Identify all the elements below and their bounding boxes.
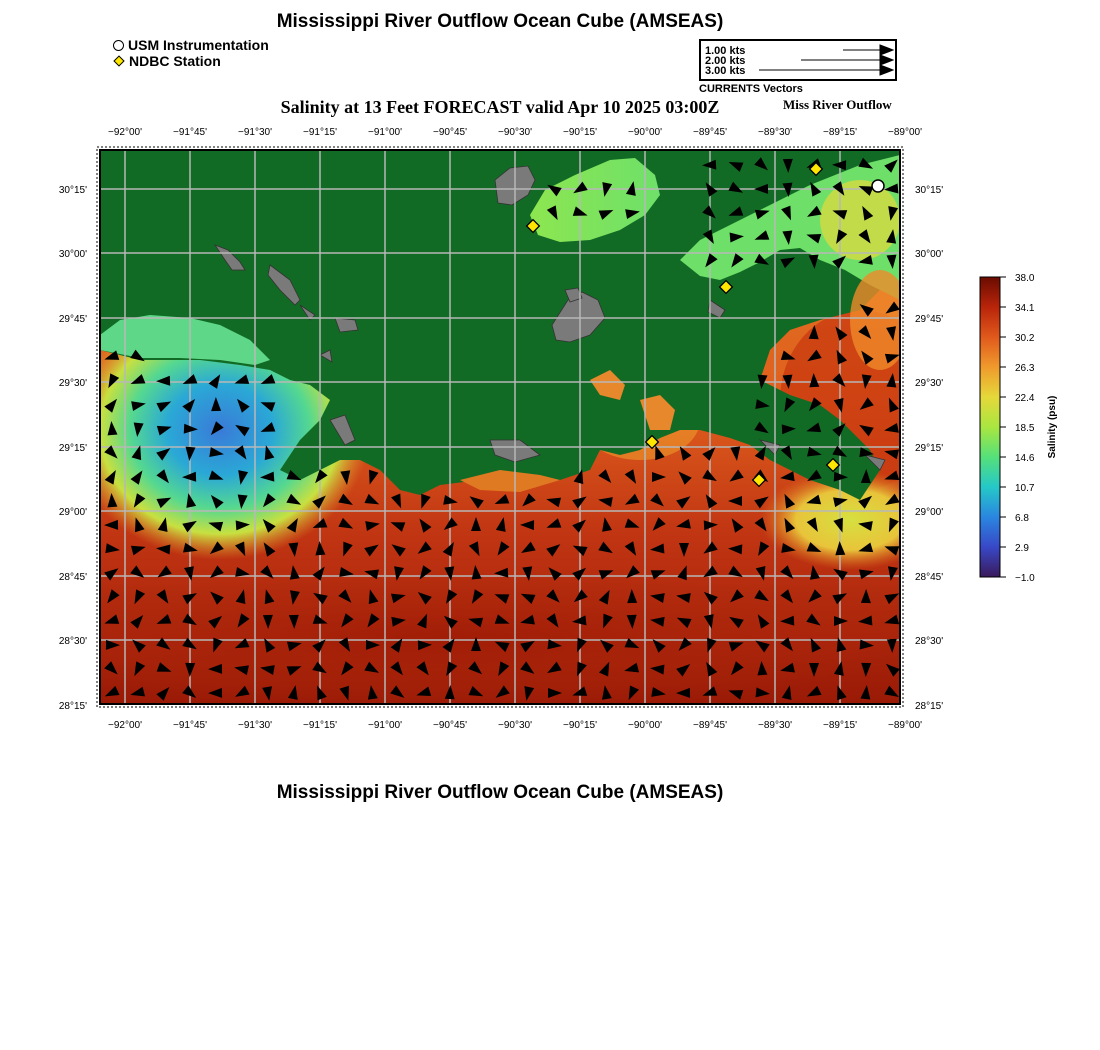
longitude-tick-label: −91°45' <box>173 720 207 731</box>
vector-row-1: 1.00 kts <box>705 45 746 57</box>
colorbar-tick-label: 6.8 <box>1015 513 1029 524</box>
latitude-tick-label: 29°00' <box>58 507 87 518</box>
vector-legend-caption: CURRENTS Vectors <box>699 83 803 95</box>
latitude-tick-label: 29°00' <box>915 507 944 518</box>
vector-scale-arrows <box>759 45 893 75</box>
legend-usm-label: USM Instrumentation <box>128 37 269 53</box>
map-title: Mississippi River Outflow Ocean Cube (AMSEAS) <box>276 11 724 32</box>
colorbar-tick-label: 2.9 <box>1015 543 1029 554</box>
longitude-tick-label: −91°15' <box>303 720 337 731</box>
latitude-tick-label: 28°15' <box>58 701 87 712</box>
longitude-labels-bottom <box>108 720 922 731</box>
colorbar-tick-label: 10.7 <box>1015 483 1035 494</box>
longitude-tick-label: −91°00' <box>368 720 402 731</box>
colorbar-tick-label: 26.3 <box>1015 363 1035 374</box>
longitude-tick-label: −92°00' <box>108 720 142 731</box>
latitude-tick-label: 28°45' <box>915 572 944 583</box>
longitude-tick-label: −90°30' <box>498 720 532 731</box>
latitude-tick-label: 28°30' <box>58 636 87 647</box>
latitude-tick-label: 29°45' <box>915 314 944 325</box>
colorbar-tick-label: 22.4 <box>1015 393 1035 404</box>
latitude-tick-label: 30°15' <box>58 185 87 196</box>
map-field <box>0 150 940 710</box>
latitude-tick-label: 30°15' <box>915 185 944 196</box>
longitude-tick-label: −89°15' <box>823 720 857 731</box>
map-title-secondary: Mississippi River Outflow Ocean Cube (AMSEAS) <box>276 782 724 803</box>
latitude-tick-label: 28°15' <box>915 701 944 712</box>
longitude-tick-label: −91°30' <box>238 720 272 731</box>
latitude-tick-label: 28°30' <box>915 636 944 647</box>
colorbar-tick-label: −1.0 <box>1015 573 1035 584</box>
longitude-tick-label: −90°15' <box>563 127 597 138</box>
latitude-tick-label: 28°45' <box>58 572 87 583</box>
longitude-tick-label: −90°00' <box>628 720 662 731</box>
longitude-tick-label: −91°15' <box>303 127 337 138</box>
longitude-tick-label: −90°45' <box>433 720 467 731</box>
longitude-tick-label: −91°00' <box>368 127 402 138</box>
longitude-tick-label: −89°30' <box>758 720 792 731</box>
longitude-tick-label: −91°45' <box>173 127 207 138</box>
latitude-tick-label: 30°00' <box>915 249 944 260</box>
longitude-tick-label: −89°45' <box>693 127 727 138</box>
longitude-tick-label: −89°15' <box>823 127 857 138</box>
map-subtitle: Salinity at 13 Feet FORECAST valid Apr 10 2025 03:00Z <box>280 97 720 117</box>
colorbar-tick-label: 14.6 <box>1015 453 1035 464</box>
colorbar-title: Salinity (psu) <box>1047 395 1058 459</box>
latitude-tick-label: 29°15' <box>58 443 87 454</box>
latitude-tick-label: 29°30' <box>915 378 944 389</box>
longitude-tick-label: −92°00' <box>108 127 142 138</box>
longitude-tick-label: −90°00' <box>628 127 662 138</box>
longitude-tick-label: −89°30' <box>758 127 792 138</box>
colorbar-tick-label: 30.2 <box>1015 333 1035 344</box>
salinity-colorbar <box>980 273 1058 584</box>
legend-ndbc-label: NDBC Station <box>129 53 221 69</box>
longitude-tick-label: −90°45' <box>433 127 467 138</box>
usm-station-icon <box>872 180 884 192</box>
longitude-tick-label: −91°30' <box>238 127 272 138</box>
longitude-labels-top <box>108 127 922 138</box>
latitude-labels-right <box>915 185 943 712</box>
colorbar-tick-label: 18.5 <box>1015 423 1035 434</box>
latitude-labels-left <box>59 185 87 712</box>
longitude-tick-label: −89°00' <box>888 127 922 138</box>
longitude-tick-label: −90°30' <box>498 127 532 138</box>
vector-row-3: 3.00 kts <box>705 65 746 77</box>
colorbar-tick-label: 34.1 <box>1015 303 1035 314</box>
longitude-tick-label: −90°15' <box>563 720 597 731</box>
corner-label: Miss River Outflow <box>783 97 892 112</box>
latitude-tick-label: 29°15' <box>915 443 944 454</box>
latitude-tick-label: 29°30' <box>58 378 87 389</box>
vector-row-2: 2.00 kts <box>705 55 746 67</box>
latitude-tick-label: 29°45' <box>58 314 87 325</box>
longitude-tick-label: −89°45' <box>693 720 727 731</box>
longitude-tick-label: −89°00' <box>888 720 922 731</box>
colorbar-tick-label: 38.0 <box>1015 273 1035 284</box>
colorbar-ramp <box>980 277 1000 577</box>
latitude-tick-label: 30°00' <box>58 249 87 260</box>
